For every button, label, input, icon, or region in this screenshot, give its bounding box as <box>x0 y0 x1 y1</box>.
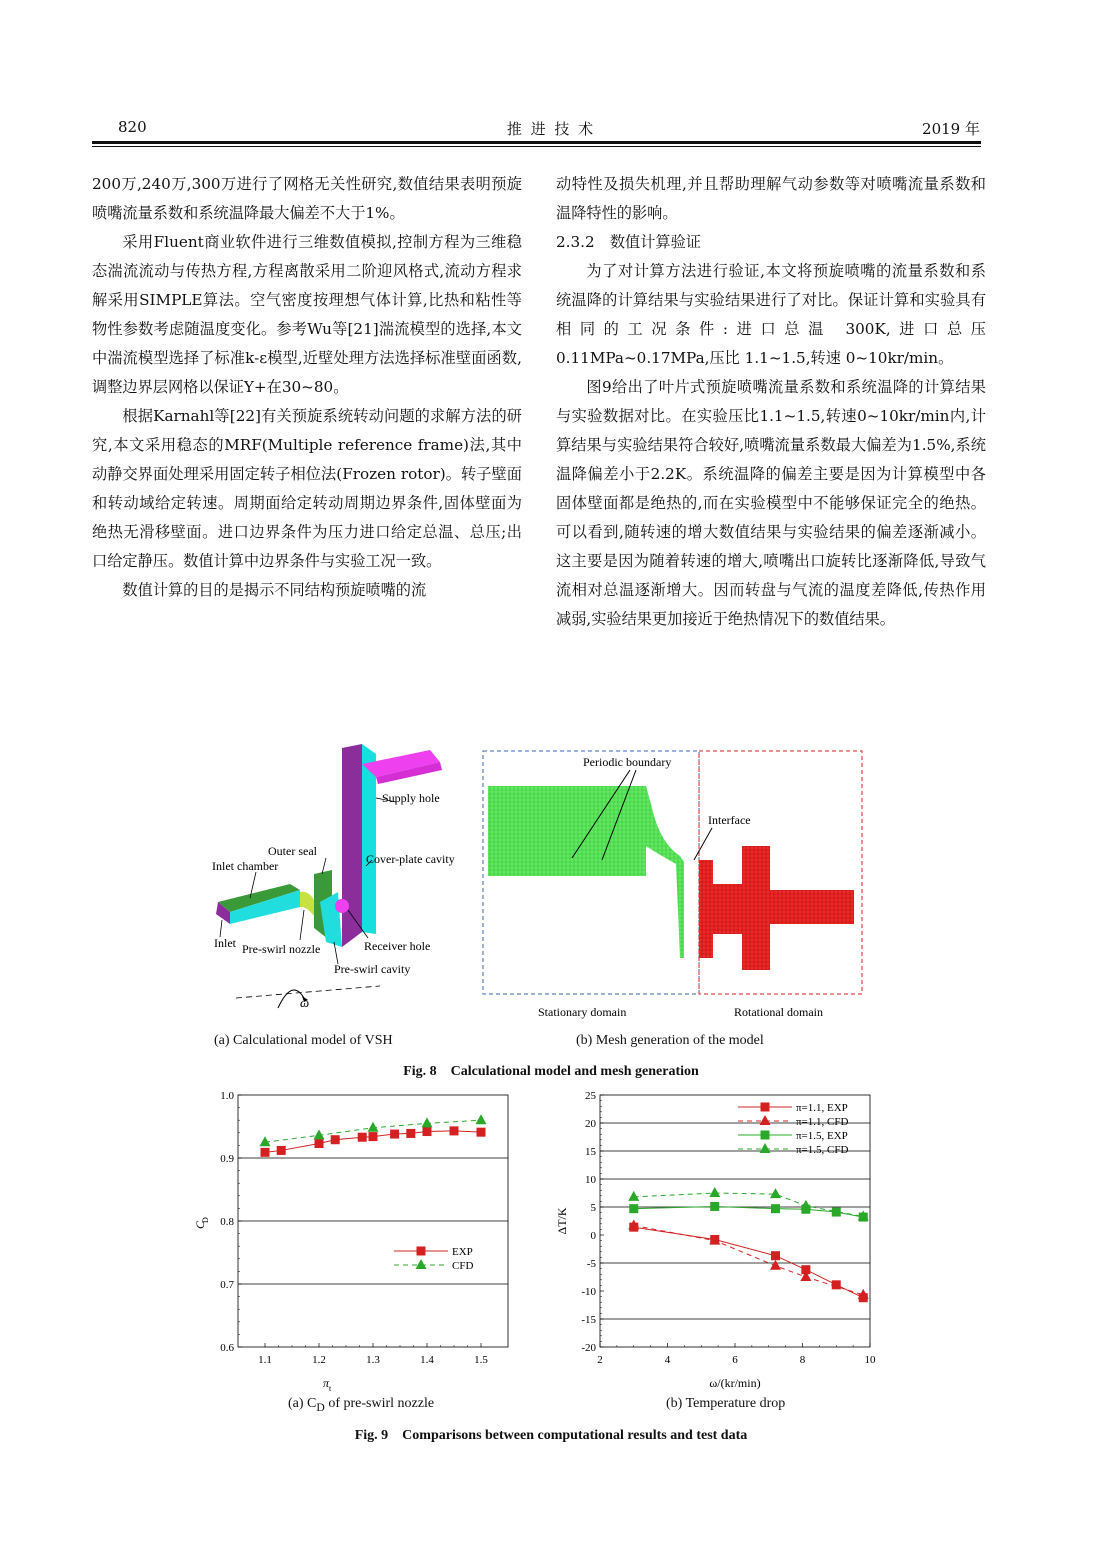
fig8b-caption: (b) Mesh generation of the model <box>576 1033 764 1048</box>
paragraph: 动特性及损失机理,并且帮助理解气动参数等对喷嘴流量系数和温降特性的影响。 <box>556 175 986 222</box>
paragraph: 采用Fluent商业软件进行三维数值模拟,控制方程为三维稳态湍流流动与传热方程,方程离散采用二阶迎风格式,流动方程求解采用SIMPLE算法。空气密度按理想气体计算,比热和粘性等物性参数考虑随温度变化。参考Wu等[21]湍流模型的选择,本文中湍流模型选择了标准k-ε模型,近壁处理方法选择标准壁面函数,调整边界层网格以保证Y+在30~80。 <box>92 233 522 396</box>
y-tick-label: 0.8 <box>220 1216 234 1228</box>
fig9a-caption: (a) $C_D$ of pre-swirl nozzle <box>288 1396 435 1414</box>
data-point <box>422 1117 433 1127</box>
x-tick-label: 2 <box>597 1354 603 1366</box>
data-point <box>477 1128 486 1137</box>
y-axis-label: C <box>193 1220 207 1229</box>
y-tick-label: 5 <box>590 1202 596 1214</box>
data-point <box>277 1146 286 1155</box>
legend-label: π=1.1, CFD <box>796 1116 849 1128</box>
series-line <box>634 1206 864 1217</box>
legend-label: π=1.5, EXP <box>796 1130 848 1142</box>
y-axis-label: ΔT/K <box>555 1207 569 1235</box>
data-point <box>417 1247 426 1256</box>
data-point <box>416 1259 427 1269</box>
y-tick-label: 0.9 <box>220 1153 234 1165</box>
label-rotational-domain: Rotational domain <box>734 1005 823 1019</box>
label-cover-plate-cavity: Cover-plate cavity <box>366 852 455 866</box>
label-stationary-domain: Stationary domain <box>538 1005 627 1019</box>
data-point <box>476 1114 487 1124</box>
data-point <box>390 1130 399 1139</box>
data-point <box>761 1103 770 1112</box>
data-point <box>260 1136 271 1146</box>
x-axis-label-subscript: t <box>329 1384 332 1391</box>
fig9b-temperature-drop-chart <box>548 1085 900 1391</box>
legend-label: π=1.1, EXP <box>796 1102 848 1114</box>
label-receiver-hole: Receiver hole <box>364 939 431 953</box>
fig8a-caption: (a) Calculational model of VSH <box>214 1033 393 1048</box>
x-tick-label: 8 <box>799 1354 806 1366</box>
label-interface: Interface <box>708 813 751 827</box>
y-tick-label: -5 <box>586 1258 596 1270</box>
receiver-hole-shape <box>335 899 349 913</box>
y-tick-label: 1.0 <box>220 1090 234 1102</box>
data-point <box>761 1131 770 1140</box>
legend-label: π=1.5, CFD <box>796 1144 849 1156</box>
x-tick-label: 1.4 <box>420 1354 434 1366</box>
paragraph: 图9给出了叶片式预旋喷嘴流量系数和系统温降的计算结果与实验数据对比。在实验压比1.1~1.5,转速0~10kr/min内,计算结果与实验结果符合较好,喷嘴流量系数最大偏差为1.5%,系统温降偏差小于2.2K。系统温降的偏差主要是因为计算模型中各固体壁面都是绝热的,而在实验模型中不能够保证完全的绝热。可以看到,随转速的增大数值结果与实验结果的偏差逐渐减小。这主要是因为随着转速的增大,喷嘴出口旋转比逐渐降低,导致气流相对总温逐渐增大。因而转盘与气流的温度差降低,传热作用减弱,实验结果更加接近于绝热情况下的数值结果。 <box>556 378 986 628</box>
data-point <box>771 1204 780 1213</box>
label-outer-seal: Outer seal <box>268 844 317 858</box>
page-number: 820 <box>118 118 147 136</box>
y-tick-label: 25 <box>585 1090 596 1102</box>
x-tick-label: 10 <box>864 1354 876 1366</box>
label-inlet-chamber: Inlet chamber <box>212 859 279 873</box>
y-axis-label-subscript: D <box>201 1217 210 1223</box>
data-point <box>406 1129 415 1138</box>
left-column <box>92 170 522 605</box>
fig9b-caption: (b) Temperature drop <box>666 1396 786 1411</box>
y-tick-label: -20 <box>581 1342 596 1354</box>
fig9a-cd-chart <box>190 1085 530 1391</box>
label-supply-hole: Supply hole <box>382 791 440 805</box>
data-point <box>369 1132 378 1141</box>
x-tick-label: 1.1 <box>258 1354 272 1366</box>
series-line <box>634 1227 864 1298</box>
data-point <box>450 1126 459 1135</box>
y-tick-label: 20 <box>585 1118 596 1130</box>
data-point <box>760 1115 771 1125</box>
right-column <box>556 170 986 634</box>
cover-plate-shape <box>342 744 362 947</box>
x-axis-label: π <box>323 1376 330 1390</box>
x-tick-label: 1.3 <box>366 1354 380 1366</box>
legend-label: CFD <box>452 1260 474 1272</box>
paragraph: 数值计算的目的是揭示不同结构预旋喷嘴的流 <box>122 581 427 599</box>
x-tick-label: 1.5 <box>474 1354 488 1366</box>
data-point <box>770 1188 781 1198</box>
section-heading: 2.3.2 数值计算验证 <box>556 233 701 251</box>
label-inlet: Inlet <box>214 936 236 950</box>
year: 2019 年 <box>922 120 980 138</box>
header-rule <box>92 141 981 144</box>
data-point <box>368 1122 379 1132</box>
rotational-domain-box <box>699 751 862 994</box>
y-tick-label: 0.6 <box>220 1342 234 1354</box>
header-rule-thin <box>92 146 981 147</box>
data-point <box>709 1187 720 1197</box>
stationary-mesh <box>488 786 684 958</box>
caption-subscript: D <box>316 1400 325 1414</box>
y-tick-label: 10 <box>585 1174 596 1186</box>
rotational-mesh <box>699 860 713 958</box>
label-pre-swirl-cavity: Pre-swirl cavity <box>334 962 411 976</box>
fig9-caption: Fig. 9 Comparisons between computational results and test data <box>354 1428 748 1443</box>
paragraph: 为了对计算方法进行验证,本文将预旋喷嘴的流量系数和系统温降的计算结果与实验结果进行了对比。保证计算和实验具有相同的工况条件:进口总温 300K,进口总压 0.11MPa~0.17MPa,压比 1.1~1.5,转速 0~10kr/min。 <box>556 262 986 367</box>
data-point <box>315 1139 324 1148</box>
y-tick-label: -15 <box>581 1314 596 1326</box>
data-point <box>358 1133 367 1142</box>
y-tick-label: -10 <box>581 1286 596 1298</box>
data-point <box>770 1260 781 1270</box>
series-line <box>634 1193 864 1217</box>
data-point <box>423 1127 432 1136</box>
data-point <box>629 1204 638 1213</box>
y-tick-label: 15 <box>585 1146 596 1158</box>
x-tick-label: 6 <box>732 1354 738 1366</box>
data-point <box>261 1148 270 1157</box>
data-point <box>331 1135 340 1144</box>
y-tick-label: 0.7 <box>220 1279 234 1291</box>
data-point <box>628 1191 639 1201</box>
fig8b-mesh-illustration <box>480 748 870 1026</box>
x-tick-label: 4 <box>664 1354 671 1366</box>
legend-label: EXP <box>452 1246 473 1258</box>
label-omega: ω <box>300 995 310 1010</box>
fig8-caption: Fig. 8 Calculational model and mesh generation <box>403 1064 699 1079</box>
data-point <box>760 1143 771 1153</box>
series-line <box>634 1225 864 1294</box>
label-pre-swirl-nozzle: Pre-swirl nozzle <box>242 942 321 956</box>
x-axis-label: ω/(kr/min) <box>709 1376 761 1390</box>
data-point <box>710 1202 719 1211</box>
x-tick-label: 1.2 <box>312 1354 326 1366</box>
y-tick-label: 0 <box>590 1230 596 1242</box>
nozzle-shape <box>300 892 316 916</box>
journal-name: 推 进 技 术 <box>506 120 596 138</box>
label-periodic-boundary: Periodic boundary <box>583 755 672 769</box>
paragraph: 200万,240万,300万进行了网格无关性研究,数值结果表明预旋喷嘴流量系数和系统温降最大偏差不大于1%。 <box>92 175 522 222</box>
data-point <box>771 1251 780 1260</box>
data-point <box>832 1280 841 1289</box>
fig8a-model-illustration <box>200 742 490 1032</box>
paragraph: 根据Karnahl等[22]有关预旋系统转动问题的求解方法的研究,本文采用稳态的MRF(Multiple reference frame)法,其中动静交界面处理采用固定转子相位法(Frozen rotor)。转子壁面和转动域给定转速。周期面给定转动周期边界条件,固体壁面为绝热无滑移壁面。进口边界条件为压力进口给定总温、总压;出口给定静压。数值计算中边界条件与实验工况一致。 <box>92 407 522 570</box>
